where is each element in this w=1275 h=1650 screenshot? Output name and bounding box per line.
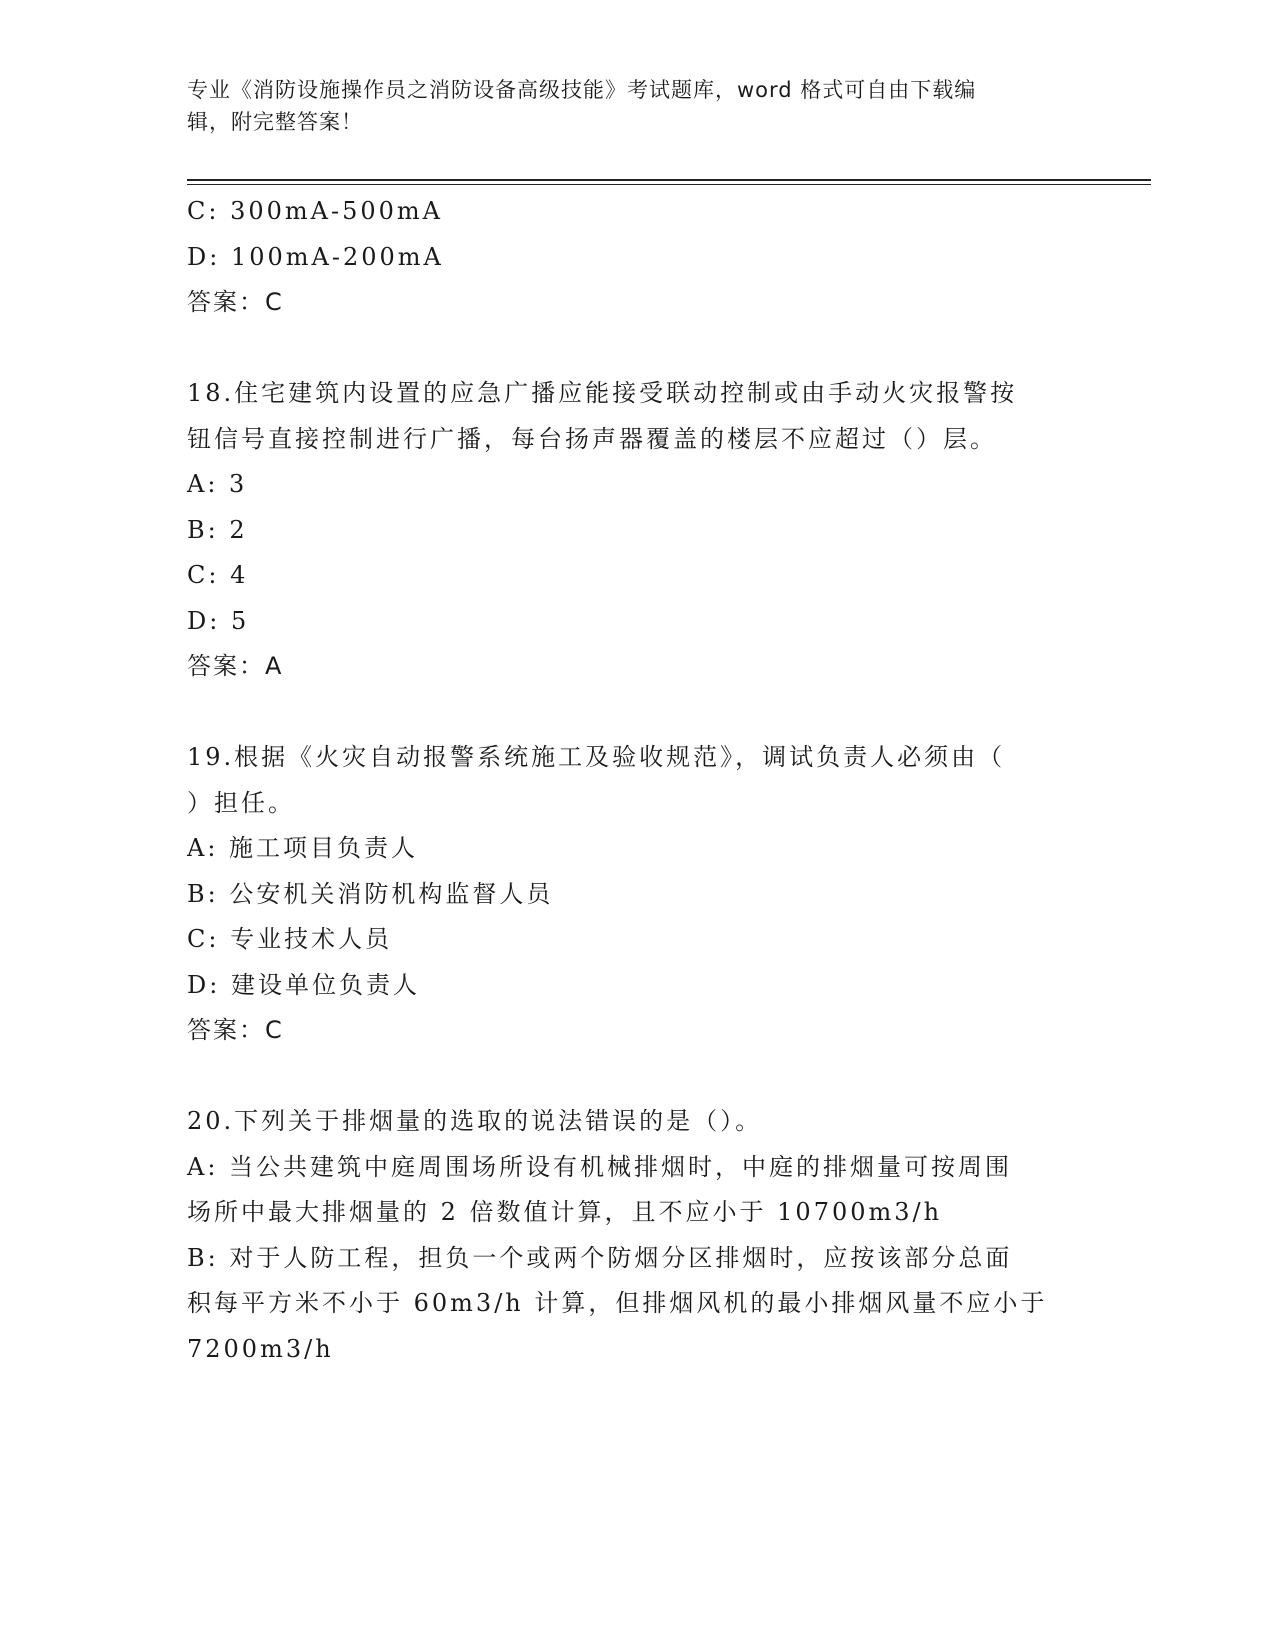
option-a: A: 施工项目负责人 [187,834,419,862]
answer-line: 答案：C [187,1016,284,1044]
option-a: A: 当公共建筑中庭周围场所设有机械排烟时，中庭的排烟量可按周围 [187,1152,1013,1181]
option-b: B: 2 [187,515,248,544]
option-b-continued: 积每平方米不小于 60m3/h 计算，但排烟风机的最小排烟风量不应小于 [187,1289,1048,1317]
question-stem: 20.下列关于排烟量的选取的说法错误的是（）。 [187,1107,763,1135]
option-c: C: 4 [187,561,249,589]
question-stem: 18.住宅建筑内设置的应急广播应能接受联动控制或由手动火灾报警按 [187,379,1018,407]
question-stem: ）担任。 [187,788,295,817]
option-d: D: 建设单位负责人 [187,970,420,999]
option-b-continued: 7200m3/h [187,1334,334,1363]
option-c: C: 300mA-500mA [187,197,443,225]
header-divider [187,184,1151,185]
option-a: A: 3 [187,470,248,498]
header-divider [187,179,1151,181]
question-stem: 钮信号直接控制进行广播，每台扬声器覆盖的楼层不应超过（）层。 [187,424,997,453]
header-line: 辑，附完整答案！ [187,110,363,134]
option-b: B: 公安机关消防机构监督人员 [187,879,554,908]
answer-line: 答案：A [187,652,284,680]
header-line: 专业《消防设施操作员之消防设备高级技能》考试题库，word 格式可自由下载编 [187,78,977,102]
answer-line: 答案：C [187,288,284,316]
question-18 [187,371,1087,690]
option-d: D: 5 [187,606,250,635]
document-body [187,189,1087,1372]
question-17-continuation [187,189,1087,326]
question-stem: 19.根据《火灾自动报警系统施工及验收规范》，调试负责人必须由（ [187,743,1006,771]
document-header [187,74,1067,138]
option-b: B: 对于人防工程，担负一个或两个防烟分区排烟时，应按该部分总面 [187,1243,1013,1272]
option-c: C: 专业技术人员 [187,925,393,953]
option-a-continued: 场所中最大排烟量的 2 倍数值计算，且不应小于 10700m3/h [187,1198,943,1226]
question-20 [187,1099,1087,1372]
option-d: D: 100mA-200mA [187,242,444,271]
question-19 [187,735,1087,1054]
